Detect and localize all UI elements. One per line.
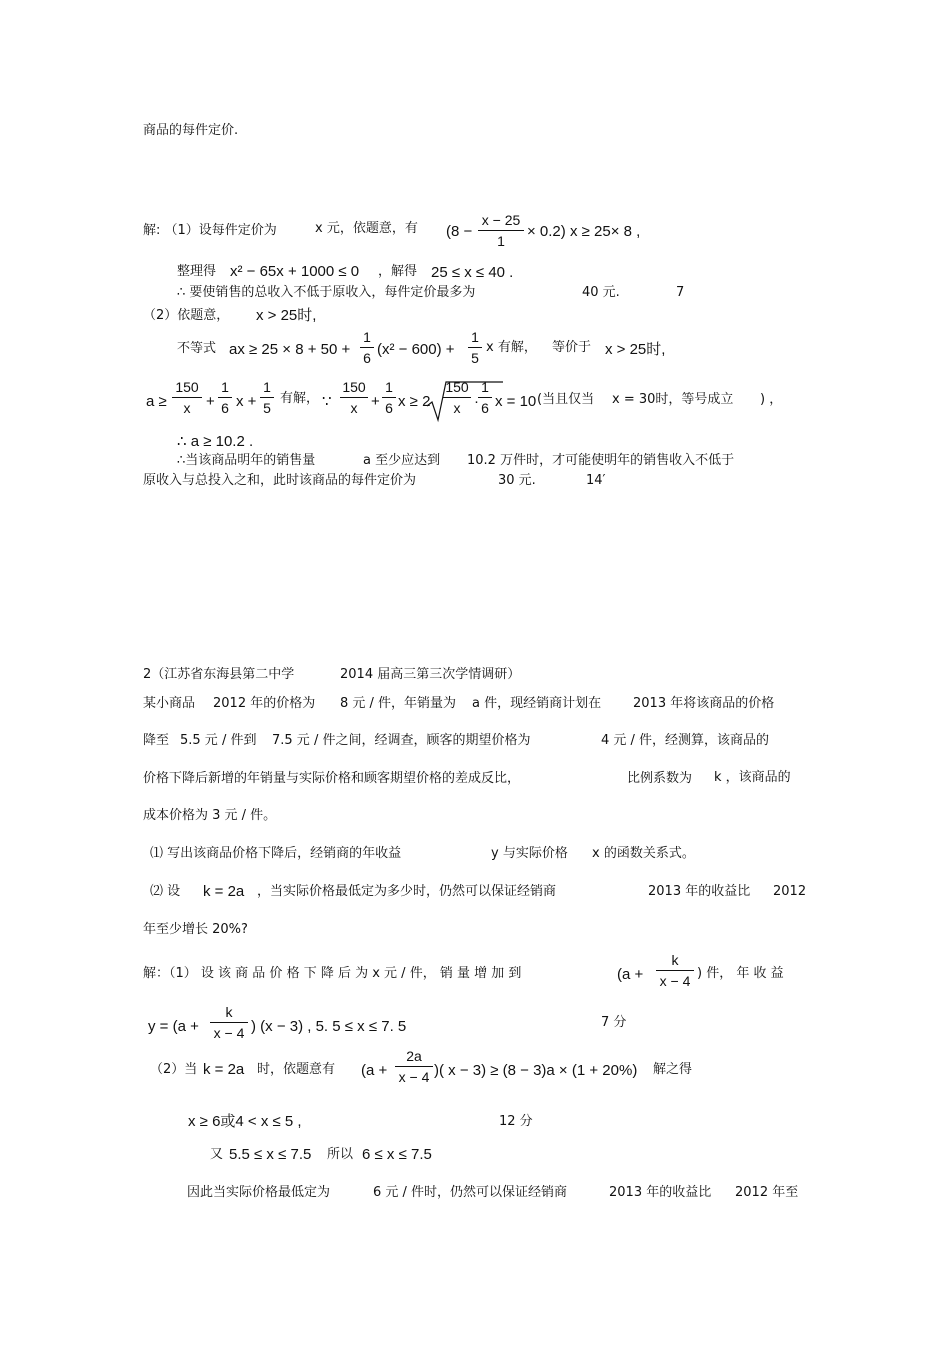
text-line: a 件，现经销商计划在 <box>472 696 602 711</box>
math-expr: a ≥ <box>146 393 167 410</box>
text-line: （2）依题意， <box>143 308 230 323</box>
score-mark: 7 <box>676 285 685 300</box>
text-line: 2013 年将该商品的价格 <box>633 696 775 711</box>
denominator: 1 <box>497 233 505 249</box>
denominator: 5 <box>263 400 271 416</box>
math-expr: x = 10 <box>495 393 537 410</box>
text-line: ，解得 <box>378 264 418 279</box>
numerator: x − 25 <box>481 212 521 228</box>
text-line: 2012 年至 <box>735 1185 799 1200</box>
math-expr: )( x − 3) ≥ (8 − 3)a × (1 + 20%) <box>434 1062 638 1079</box>
denominator: x − 4 <box>659 973 691 989</box>
text-line: ，当实际价格最低定为多少时，仍然可以保证经销商 <box>257 884 557 899</box>
solution-label: 解：（1） 设 该 商 品 价 格 下 降 后 为 x 元 / 件， 销 量 增 加 到 <box>143 966 522 981</box>
fraction <box>382 379 396 416</box>
text-line: x 有解， <box>486 340 537 355</box>
text-line: 成本价格为 3 元 / 件。 <box>143 808 277 823</box>
text-line: 又 <box>210 1147 224 1162</box>
text-line: 2013 年的收益比 <box>648 884 751 899</box>
fraction <box>340 379 368 416</box>
numerator: 1 <box>363 329 371 345</box>
numerator: 1 <box>385 379 393 395</box>
score-mark: 7 分 <box>601 1015 627 1030</box>
math-expr: ax ≥ 25 × 8 + 50 + <box>229 341 351 358</box>
numerator: k <box>225 1004 233 1020</box>
question-item: ⑵ 设 <box>150 884 181 899</box>
text-line: 30 元. <box>498 473 536 488</box>
math-expr: x > 25时, <box>256 307 317 324</box>
text-line: 2013 年的收益比 <box>609 1185 712 1200</box>
fraction <box>478 379 492 416</box>
text-line: 因此当实际价格最低定为 <box>187 1185 331 1200</box>
denominator: x <box>350 400 358 416</box>
fraction <box>260 379 274 416</box>
math-expr: 5.5 ≤ x ≤ 7.5 <box>229 1146 312 1163</box>
denominator: x <box>453 400 461 416</box>
text-line: x = 30时，等号成立 <box>612 392 734 407</box>
text-line: 商品的每件定价. <box>143 123 239 138</box>
math-expr: · <box>474 393 479 410</box>
numerator: 150 <box>342 379 366 395</box>
fraction <box>218 379 232 416</box>
numerator: 2a <box>406 1048 422 1064</box>
math-expr: k = 2a <box>203 883 245 900</box>
math-expr: 6 ≤ x ≤ 7.5 <box>362 1146 432 1163</box>
text-line: ∴当该商品明年的销售量 <box>177 453 316 468</box>
text-line: 有解， <box>280 391 320 406</box>
text-line: 4 元 / 件，经测算，该商品的 <box>601 733 770 748</box>
text-line: (当且仅当 <box>537 392 595 407</box>
math-expr: × 0.2) x ≥ 25× 8 , <box>527 223 641 240</box>
fraction <box>395 1048 433 1085</box>
text-line: 10.2 万件时，才可能使明年的销售收入不低于 <box>467 453 735 468</box>
fraction <box>468 329 482 366</box>
text-line: 所以 <box>327 1147 354 1162</box>
math-expr: (a + <box>361 1062 388 1079</box>
text-line: ) 件， 年 收 益 <box>697 966 784 981</box>
text-line: 时，依题意有 <box>257 1062 336 1077</box>
denominator: 6 <box>363 350 371 366</box>
math-expr: + <box>371 393 380 410</box>
text-line: 原收入与总投入之和，此时该商品的每件定价为 <box>143 473 417 488</box>
fraction <box>360 329 374 366</box>
math-expr: x ≥ 2 <box>398 393 431 410</box>
numerator: 1 <box>221 379 229 395</box>
text-line: 比例系数为 <box>627 771 693 786</box>
text-line: 7.5 元 / 件之间，经调查，顾客的期望价格为 <box>272 733 531 748</box>
text-line: ∴ 要使销售的总收入不低于原收入，每件定价最多为 <box>177 285 476 300</box>
numerator: 1 <box>481 379 489 395</box>
numerator: 150 <box>175 379 199 395</box>
math-expr: k = 2a <box>203 1061 245 1078</box>
text-line: 不等式 <box>177 341 217 356</box>
text-line: 等价于 <box>552 340 592 355</box>
math-expr: x ≥ 6或4 < x ≤ 5 , <box>188 1113 302 1130</box>
score-mark: 12 分 <box>499 1114 533 1129</box>
fraction <box>443 379 471 416</box>
text-line: （2）当 <box>150 1062 198 1077</box>
problem-heading: 2（江苏省东海县第二中学 <box>143 667 295 682</box>
denominator: 6 <box>481 400 489 416</box>
denominator: x <box>183 400 191 416</box>
denominator: 6 <box>385 400 393 416</box>
denominator: x − 4 <box>213 1025 245 1041</box>
text-line: 某小商品 <box>143 696 196 711</box>
text-line: 2012 <box>773 884 807 899</box>
text-line: 整理得 <box>177 264 217 279</box>
text-line: 40 元. <box>582 285 620 300</box>
score-mark: 14′ <box>586 473 606 488</box>
fraction <box>656 952 694 989</box>
text-line: k ，该商品的 <box>714 770 791 785</box>
math-expr: + <box>206 393 215 410</box>
denominator: 6 <box>221 400 229 416</box>
fraction <box>172 379 202 416</box>
text-line: 价格下降后新增的年销量与实际价格和顾客期望价格的差成反比， <box>143 771 521 786</box>
math-expr: (a + <box>617 966 644 983</box>
text-line: a 至少应达到 <box>363 453 441 468</box>
question-item: ⑴ 写出该商品价格下降后，经销商的年收益 <box>150 846 402 861</box>
numerator: 150 <box>445 379 469 395</box>
solution-label: 解: （1）设每件定价为 <box>143 223 277 238</box>
problem-heading: 2014 届高三第三次学情调研） <box>340 667 521 682</box>
fraction <box>478 212 524 249</box>
denominator: 5 <box>471 350 479 366</box>
text-line: y 与实际价格 <box>491 846 568 861</box>
fraction <box>210 1004 248 1041</box>
numerator: 1 <box>263 379 271 395</box>
math-expr: 25 ≤ x ≤ 40 . <box>431 264 514 281</box>
numerator: 1 <box>471 329 479 345</box>
text-line: x 的函数关系式。 <box>592 846 695 861</box>
text-line: ) ， <box>760 392 783 407</box>
math-expr: x > 25时, <box>605 341 666 358</box>
text-line: 2012 年的价格为 <box>213 696 316 711</box>
math-expr: x + <box>236 393 257 410</box>
text-line: 8 元 / 件，年销量为 <box>340 696 457 711</box>
numerator: k <box>671 952 679 968</box>
text-line: 年至少增长 20%? <box>143 922 248 937</box>
text-line: 5.5 元 / 件到 <box>180 733 257 748</box>
text-line: x 元，依题意，有 <box>315 221 418 236</box>
text-line: 降至 <box>143 733 170 748</box>
math-expr: ∵ <box>322 393 332 410</box>
denominator: x − 4 <box>398 1069 430 1085</box>
text-line: 解之得 <box>653 1062 693 1077</box>
math-expr: (8 − <box>446 223 473 240</box>
math-expr: ) (x − 3) , 5. 5 ≤ x ≤ 7. 5 <box>251 1018 407 1035</box>
math-expr: x² − 65x + 1000 ≤ 0 <box>230 263 360 280</box>
math-expr: (x² − 600) + <box>377 341 455 358</box>
math-expr: ∴ a ≥ 10.2 . <box>177 433 254 450</box>
text-line: 6 元 / 件时，仍然可以保证经销商 <box>373 1185 568 1200</box>
math-expr: y = (a + <box>148 1018 199 1035</box>
